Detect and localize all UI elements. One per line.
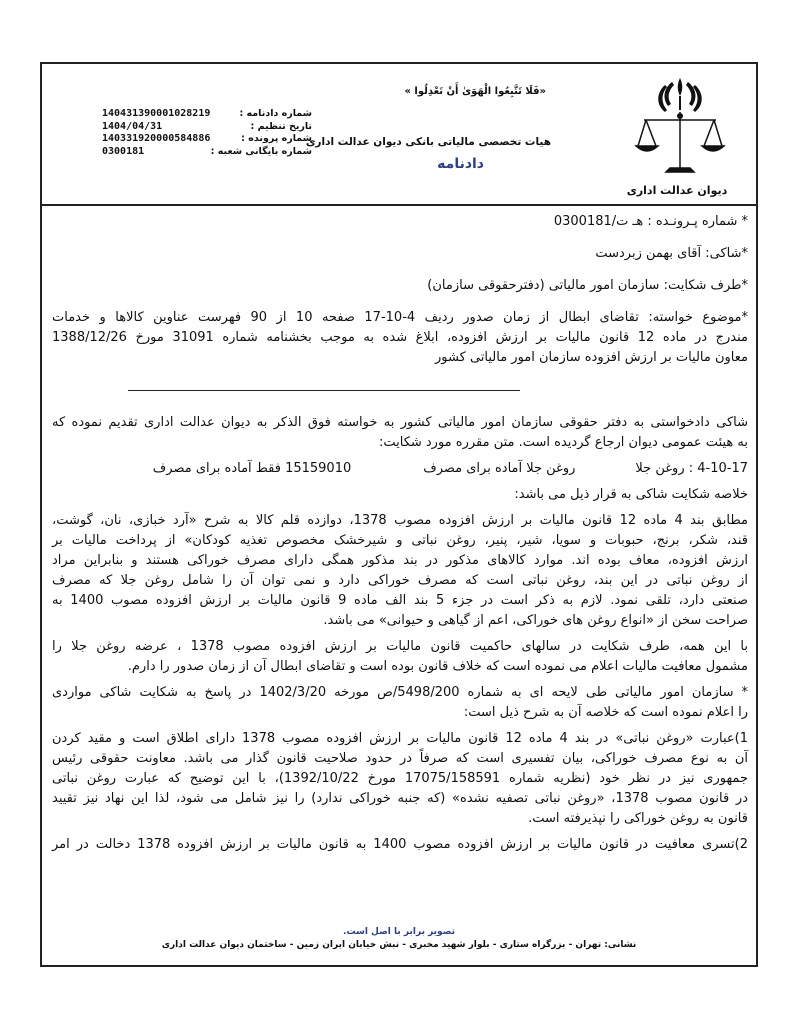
document-meta	[102, 108, 312, 158]
paragraph-line: صنعتی دارد، تلقی نمود. لازم به ذکر است در جزء 5 بند الف ماده 9 قانون مالیات بر ارزش افزوده مصوب 1400 به	[52, 593, 748, 608]
meta-label: شماره بایگانی شعبه :	[210, 145, 312, 157]
subject-line: *موضوع خواسته: تقاضای ابطال از زمان صدور ردیف 4-10-17 صفحه 10 از 90 فهرست عناوین کالاها و خدمات	[52, 310, 749, 325]
summary-heading: خلاصه شکایت شاکی به قرار ذیل می باشد:	[514, 487, 748, 502]
paragraph-line: 1)عبارت «روغن نباتی» در بند 4 ماده 12 قانون مالیات بر ارزش افزوده مصوب 1378 دارای اطلاق است و مقید کردن	[52, 731, 749, 746]
document-header	[42, 64, 756, 206]
paragraph-line: صراحت سخن از «انواع روغن های خوراکی، اعم از گیاهی و حیوانی» می باشد.	[323, 613, 748, 628]
complainant: *شاکی: آقای بهمن زبردست	[595, 246, 748, 261]
claimed-item-row	[52, 459, 748, 479]
document-body	[42, 206, 756, 855]
meta-value: 0300181	[102, 145, 145, 157]
meta-value: 1404/04/31	[102, 120, 163, 132]
document-frame	[40, 62, 758, 967]
respondent: *طرف شکایت: سازمان امور مالیاتی (دفترحقوقی سازمان)	[427, 278, 748, 293]
iran-emblem-scales-of-justice-icon	[632, 74, 728, 180]
paragraph-line: را اعلام نموده است که خلاصه آن به شرح ذیل است:	[463, 705, 748, 720]
meta-label: تاریخ تنظیم :	[250, 120, 312, 132]
claimed-item-tariff: 15159010 فقط آماده برای مصرف	[152, 461, 352, 476]
paragraph-line: قند، شکر، برنج، حبوبات و سویا، شیر، پنیر، روغن نباتی و شیرخشک مخصوص تغذیه کودکان» از پرداخت مالیات بر	[52, 533, 748, 548]
claimed-item-code: 4-10-17 : روغن جلا	[635, 461, 748, 476]
meta-label: شماره دادنامه :	[239, 108, 312, 119]
paragraph-line: با این همه، طرف شکایت در سالهای حاکمیت قانون مالیات بر ارزش افزوده مصوب 1378 ، عرضه روغن جلا را	[52, 639, 748, 654]
paragraph-line: در قانون مصوب 1378، «روغن نباتی تصفیه نشده» (که جنبه خوراکی ندارد) را نیز شامل می شود، لذا این نهاد نیز تقیید	[52, 791, 748, 806]
board-name: هیات تخصصی مالیاتی بانکی دیوان عدالت اداری	[305, 136, 551, 148]
paragraph-line: مشمول معافیت مالیات اعلام می نموده است که خلاف قانون بوده است و تقاضای ابطال آن از زمان صدور را دارم.	[127, 659, 748, 674]
claimed-item-name: روغن جلا آماده برای مصرف	[423, 461, 576, 476]
paragraph-line: ارزش افزوده، معاف بوده اند. موارد کالاهای مذکور در بند مذکور همگی دارای مصرف خوراکی هستند و بنابراین مراد	[52, 553, 748, 568]
court-address: نشانی: تهران - بزرگراه ستاری - بلوار شهید مخبری - نبش خیابان ایران زمین - ساختمان دیوان عدالت اداری	[161, 940, 637, 950]
meta-label: شماره پرونده :	[241, 133, 312, 144]
divider	[128, 390, 520, 391]
paragraph-line: مطابق بند 4 ماده 12 قانون مالیات بر ارزش افزوده مصوب 1378، دوازده قلم کالا به شرح «آرد خبازی، نان، گوشت،	[52, 513, 748, 528]
case-number: * شماره پـرونـده : هـ ت/0300181	[553, 214, 748, 229]
subject-line: مندرج در ماده 12 قانون مالیات بر ارزش افزوده، ابلاغ شده به موجب بخشنامه شماره 31091 مورخ 1388/12/26	[52, 330, 748, 345]
meta-value: 140331920000584886	[102, 133, 211, 144]
paragraph-line: قانون به روغن خوراکی را نپذیرفته است.	[528, 811, 748, 826]
meta-row	[102, 146, 312, 159]
paragraph-line: از روغن نباتی در این بند، روغن نباتی است که مصرف خوراکی دارد و نمی توان آن را شامل روغن جلا که مصرف	[52, 573, 748, 588]
subject-line: معاون مالیات بر ارزش افزوده سازمان امور مالیاتی کشور	[435, 350, 748, 365]
meta-value: 140431390001028219	[102, 108, 211, 119]
paragraph-line: * سازمان امور مالیاتی طی لایحه ای به شماره 5498/200/ص مورخه 1402/3/20 در پاسخ به شکایت شاکی مواردی	[52, 685, 749, 700]
meta-row	[102, 121, 312, 134]
intro-line: شاکی دادخواستی به دفتر حقوقی سازمان امور مالیاتی کشور به خواسته فوق الذکر به دیوان عدالت اداری تقدیم نموده که	[52, 415, 748, 430]
header-quote: «فَلَا تَتَّبِعُوا الْهَوَىٰ أَنْ تَعْدِلُوا »	[404, 86, 546, 97]
paragraph-line: جمهوری نیز در نظر خود (نظریه شماره 17075/158591 مورخ 1392/10/22)، با این توضیح که عبارت روغن نباتی	[52, 771, 748, 786]
paragraph-line: 2)تسری معافیت در قانون مالیات بر ارزش افزوده مصوب 1400 به قانون مالیات بر ارزش افزوده 1378 دخالت در امر	[52, 837, 748, 852]
meta-row	[102, 133, 312, 146]
certified-copy-note: تصویر برابر با اصل است.	[343, 927, 455, 937]
paragraph-line: آن به نوع مصرف خوراکی، بیان تفسیری است که صرفاً در حدود صلاحیت قانون گذار می باشد. معاونت حقوقی رئیس	[52, 751, 748, 766]
intro-line: به هیئت عمومی دیوان ارجاع گردیده است. متن مقرره مورد شکایت:	[378, 435, 748, 450]
meta-row	[102, 108, 312, 121]
court-name: دیوان عدالت اداری	[626, 184, 728, 197]
document-title: دادنامه	[437, 156, 484, 172]
document-footer	[42, 925, 756, 965]
